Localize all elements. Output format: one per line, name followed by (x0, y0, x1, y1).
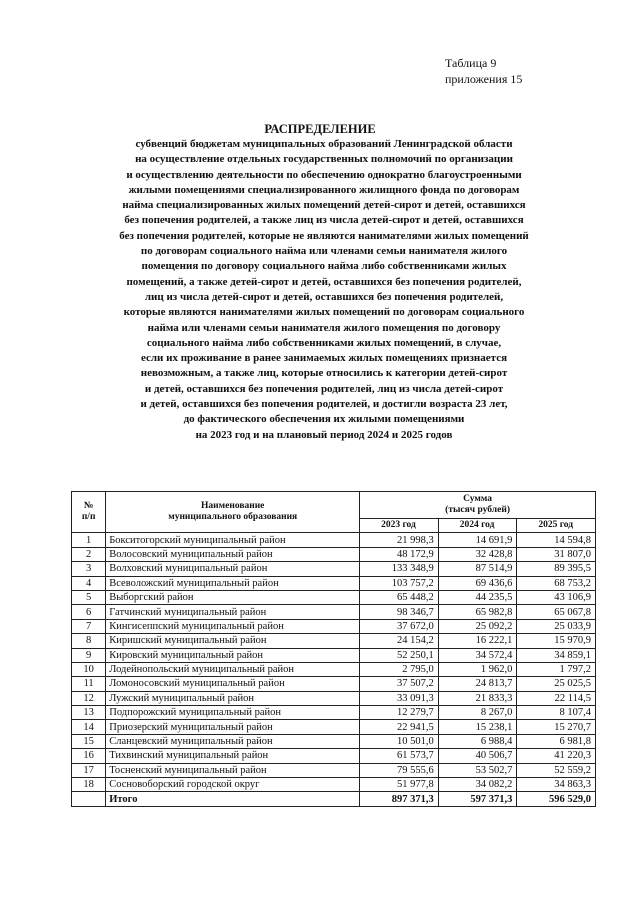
row-name: Бокситогорский муниципальный район (106, 533, 360, 547)
row-2023: 48 172,9 (360, 547, 439, 561)
row-2025: 25 033,9 (517, 619, 596, 633)
row-name: Тосненский муниципальный район (106, 763, 360, 777)
table-row (72, 562, 596, 576)
row-num: 14 (72, 720, 106, 734)
row-2023: 24 154,2 (360, 634, 439, 648)
subtitle-line: невозможным, а также лиц, которые относились к категории детей-сирот (140, 367, 508, 380)
row-2023: 133 348,9 (360, 562, 439, 576)
header-num (72, 492, 106, 533)
header-year-2025: 2025 год (517, 519, 596, 533)
row-2024: 25 092,2 (438, 619, 517, 633)
row-2024: 44 235,5 (438, 590, 517, 604)
subtitle-line: которые являются нанимателями жилых помещений по договорам социального (123, 306, 525, 319)
header-sum (360, 492, 596, 519)
row-2025: 1 797,2 (517, 662, 596, 676)
table-row (72, 778, 596, 792)
table-row (72, 533, 596, 547)
row-2023: 2 795,0 (360, 662, 439, 676)
row-2024: 65 982,8 (438, 605, 517, 619)
table-row (72, 576, 596, 590)
row-2025: 52 559,2 (517, 763, 596, 777)
subtitle-line: и детей, оставшихся без попечения родителей, лиц из числа детей-сирот (144, 382, 504, 395)
row-2025: 41 220,3 (517, 749, 596, 763)
row-num: 18 (72, 778, 106, 792)
table-row (72, 590, 596, 604)
header-year-2023: 2023 год (360, 519, 439, 533)
row-2025: 43 106,9 (517, 590, 596, 604)
subtitle-line: найма специализированных жилых помещений детей-сирот и детей, оставшихся (122, 199, 526, 212)
row-num: 1 (72, 533, 106, 547)
header-num-line2: п/п (81, 512, 96, 523)
table-row (72, 648, 596, 662)
subtitle-line: найма или членами семьи нанимателя жилого помещения по договору (147, 321, 501, 334)
header-sum-line1: Сумма (463, 494, 493, 504)
row-2023: 103 757,2 (360, 576, 439, 590)
total-row (72, 792, 596, 806)
row-2023: 98 346,7 (360, 605, 439, 619)
table-header-row (72, 492, 596, 519)
row-num: 15 (72, 734, 106, 748)
row-2025: 8 107,4 (517, 706, 596, 720)
row-num: 11 (72, 677, 106, 691)
row-num: 4 (72, 576, 106, 590)
row-name: Тихвинский муниципальный район (106, 749, 360, 763)
row-name: Киришский муниципальный район (106, 634, 360, 648)
row-name: Сланцевский муниципальный район (106, 734, 360, 748)
subtitle-line: без попечения родителей, которые не являются нанимателями жилых помещений (119, 229, 529, 242)
row-2023: 52 250,1 (360, 648, 439, 662)
total-num-cell (72, 792, 106, 806)
row-2025: 22 114,5 (517, 691, 596, 705)
subtitle-line: до фактического обеспечения их жилыми помещениями (183, 413, 465, 426)
subtitle-line: субвенций бюджетам муниципальных образований Ленинградской области (135, 138, 513, 150)
row-2023: 37 507,2 (360, 677, 439, 691)
row-name: Гатчинский муниципальный район (106, 605, 360, 619)
row-2025: 15 270,7 (517, 720, 596, 734)
row-2025: 6 981,8 (517, 734, 596, 748)
row-name: Сосновоборский городской округ (106, 778, 360, 792)
subtitle-line: помещений, а также детей-сирот и детей, оставшихся без попечения родителей, (126, 275, 522, 288)
row-2025: 31 807,0 (517, 547, 596, 561)
subtitle-line: если их проживание в ранее занимаемых жилых помещениях признается (140, 352, 508, 365)
row-name: Кингисеппский муниципальный район (106, 619, 360, 633)
row-name: Лужский муниципальный район (106, 691, 360, 705)
row-2024: 24 813,7 (438, 677, 517, 691)
row-2024: 1 962,0 (438, 662, 517, 676)
row-2024: 87 514,9 (438, 562, 517, 576)
subtitle-line: социального найма либо собственниками жилых помещений, в случае, (146, 336, 502, 349)
row-2025: 34 859,1 (517, 648, 596, 662)
table-row (72, 763, 596, 777)
row-2023: 65 448,2 (360, 590, 439, 604)
table-row (72, 706, 596, 720)
subtitle-line: помещения по договору социального найма либо собственниками жилых (141, 260, 507, 273)
document-title: РАСПРЕДЕЛЕНИЕ (264, 122, 376, 136)
row-num: 2 (72, 547, 106, 561)
row-2024: 69 436,6 (438, 576, 517, 590)
row-num: 12 (72, 691, 106, 705)
row-name: Волховский муниципальный район (106, 562, 360, 576)
table-row (72, 734, 596, 748)
row-2023: 61 573,7 (360, 749, 439, 763)
table-row (72, 677, 596, 691)
table-row (72, 691, 596, 705)
row-num: 6 (72, 605, 106, 619)
subtitle-line: без попечения родителей, а также лиц из числа детей-сирот и детей, оставшихся (124, 214, 524, 227)
document-subtitle (60, 137, 588, 443)
row-num: 3 (72, 562, 106, 576)
subtitle-line: и детей, оставшихся без попечения родителей, и достигли возраста 23 лет, (140, 398, 508, 411)
row-num: 10 (72, 662, 106, 676)
reference-line-1: Таблица 9 (445, 56, 497, 70)
total-2024: 597 371,3 (438, 792, 517, 806)
row-2025: 25 025,5 (517, 677, 596, 691)
header-name-line2: муниципального образования (168, 512, 298, 523)
row-2023: 33 091,3 (360, 691, 439, 705)
row-num: 7 (72, 619, 106, 633)
row-2025: 89 395,5 (517, 562, 596, 576)
row-2024: 8 267,0 (438, 706, 517, 720)
total-2023: 897 371,3 (360, 792, 439, 806)
table-row (72, 720, 596, 734)
header-name-line1: Наименование (201, 501, 265, 512)
row-num: 16 (72, 749, 106, 763)
row-2023: 37 672,0 (360, 619, 439, 633)
table-row (72, 547, 596, 561)
row-num: 8 (72, 634, 106, 648)
row-2023: 12 279,7 (360, 706, 439, 720)
header-year-2024: 2024 год (438, 519, 517, 533)
row-name: Приозерский муниципальный район (106, 720, 360, 734)
row-2024: 16 222,1 (438, 634, 517, 648)
table-row (72, 662, 596, 676)
row-2025: 34 863,3 (517, 778, 596, 792)
row-name: Ломоносовский муниципальный район (106, 677, 360, 691)
row-name: Волосовский муниципальный район (106, 547, 360, 561)
row-num: 17 (72, 763, 106, 777)
header-num-line1: № (83, 501, 94, 512)
row-2024: 34 572,4 (438, 648, 517, 662)
row-2024: 34 082,2 (438, 778, 517, 792)
row-2023: 21 998,3 (360, 533, 439, 547)
row-2024: 40 506,7 (438, 749, 517, 763)
row-2024: 14 691,9 (438, 533, 517, 547)
row-2025: 15 970,9 (517, 634, 596, 648)
subtitle-line: по договорам социального найма или членами семьи нанимателя жилого (140, 245, 508, 258)
total-2025: 596 529,0 (517, 792, 596, 806)
row-2024: 32 428,8 (438, 547, 517, 561)
row-2023: 10 501,0 (360, 734, 439, 748)
row-2023: 79 555,6 (360, 763, 439, 777)
table-row (72, 634, 596, 648)
total-label: Итого (106, 792, 360, 806)
table-row (72, 749, 596, 763)
row-2023: 51 977,8 (360, 778, 439, 792)
row-name: Лодейнопольский муниципальный район (106, 662, 360, 676)
reference-line-2: приложения 15 (445, 72, 523, 86)
subtitle-line: лиц из числа детей-сирот и детей, оставшихся без попечения родителей, (144, 290, 504, 303)
subtitle-line: жилыми помещениями специализированного жилищного фонда по договорам (128, 183, 520, 196)
row-2024: 21 833,3 (438, 691, 517, 705)
row-num: 13 (72, 706, 106, 720)
row-num: 9 (72, 648, 106, 662)
row-2024: 53 502,7 (438, 763, 517, 777)
row-2024: 15 238,1 (438, 720, 517, 734)
row-2023: 22 941,5 (360, 720, 439, 734)
row-2025: 68 753,2 (517, 576, 596, 590)
subtitle-line: и осуществлению деятельности по обеспечению однократно благоустроенными (126, 168, 522, 181)
row-2025: 14 594,8 (517, 533, 596, 547)
header-sum-line2: (тысяч рублей) (445, 505, 510, 515)
table-row (72, 605, 596, 619)
table-reference (445, 55, 522, 87)
row-num: 5 (72, 590, 106, 604)
row-name: Кировский муниципальный район (106, 648, 360, 662)
row-name: Выборгский район (106, 590, 360, 604)
subtitle-line: на осуществление отдельных государственных полномочий по организации (135, 153, 513, 166)
table-row (72, 619, 596, 633)
subtitle-line: на 2023 год и на плановый период 2024 и 2025 годов (195, 428, 453, 441)
row-2024: 6 988,4 (438, 734, 517, 748)
distribution-table (71, 491, 596, 807)
row-2025: 65 067,8 (517, 605, 596, 619)
row-name: Всеволожский муниципальный район (106, 576, 360, 590)
header-name (106, 492, 360, 533)
row-name: Подпорожский муниципальный район (106, 706, 360, 720)
